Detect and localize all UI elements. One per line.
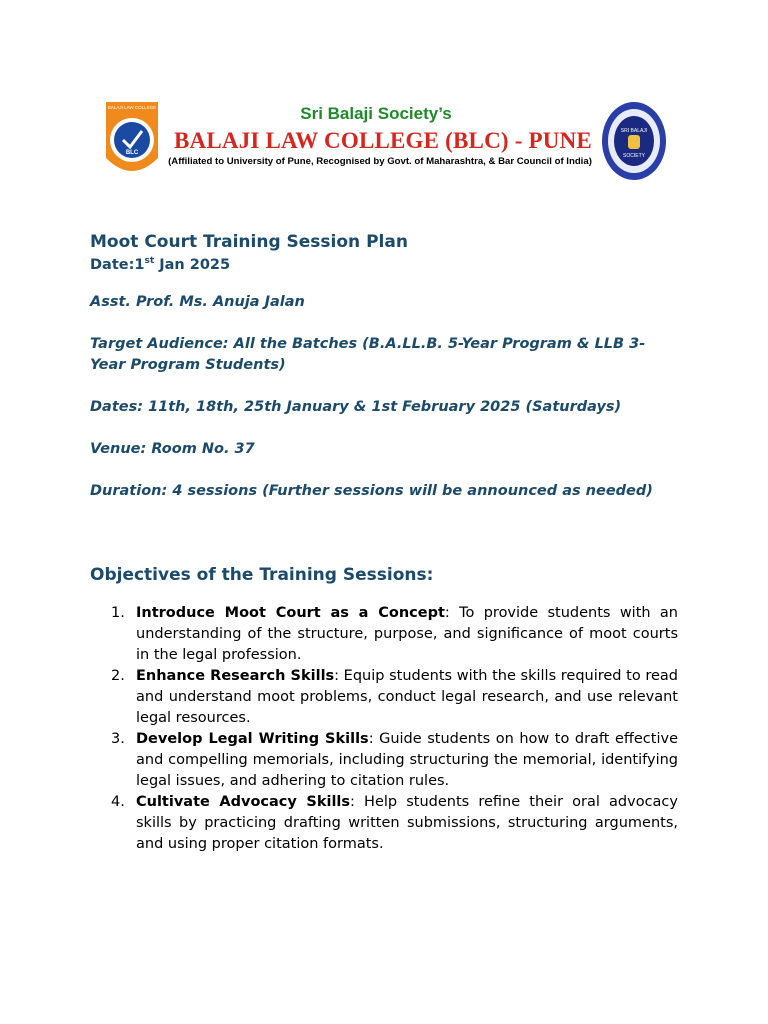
list-item xyxy=(90,603,678,666)
college-name: BALAJI LAW COLLEGE (BLC) - PUNE xyxy=(174,128,592,153)
letterhead xyxy=(100,96,670,188)
duration: Duration: 4 sessions (Further sessions will be announced as needed) xyxy=(90,482,653,499)
objectives-list xyxy=(90,603,678,855)
doc-date: Date:1st Jan 2025 xyxy=(90,256,231,273)
left-logo-top-text: BALAJI LAW COLLEGE xyxy=(107,105,157,110)
objective-heading: Develop Legal Writing Skills xyxy=(136,730,369,747)
venue: Venue: Room No. 37 xyxy=(90,440,255,457)
page-title: Moot Court Training Session Plan xyxy=(90,232,408,252)
target-audience: Target Audience: All the Batches (B.A.LL.B. 5-Year Program & LLB 3-Year Program Students) xyxy=(90,335,646,373)
objective-text: : Guide students on how to draft effective and compelling memorials, including structuring the memorial, identifying legal issues, and adhering to citation rules. xyxy=(136,730,678,789)
objective-text: : Help students refine their oral advocacy skills by practicing drafting written submissions, structuring arguments, and using proper citation formats. xyxy=(136,793,678,852)
objective-heading: Cultivate Advocacy Skills xyxy=(136,793,351,810)
society-name: Sri Balaji Society’s xyxy=(300,104,452,123)
college-logo-left xyxy=(104,100,160,184)
faculty-name: Asst. Prof. Ms. Anuja Jalan xyxy=(90,293,305,310)
session-dates: Dates: 11th, 18th, 25th January & 1st February 2025 (Saturdays) xyxy=(90,398,622,415)
list-item xyxy=(90,666,678,729)
list-item xyxy=(90,792,678,855)
document-body xyxy=(90,232,678,855)
objective-text: : To provide students with an understanding of the structure, purpose, and significance of moot courts in the legal profession. xyxy=(136,604,678,663)
list-item xyxy=(90,729,678,792)
list-number: 1. xyxy=(111,604,125,621)
list-number: 3. xyxy=(111,730,125,747)
svg-text:SRI BALAJI: SRI BALAJI xyxy=(620,128,648,134)
affiliation-line: (Affiliated to University of Pune, Recognised by Govt. of Maharashtra, & Bar Council of India) xyxy=(168,156,592,167)
objectives-heading: Objectives of the Training Sessions: xyxy=(90,564,434,585)
objective-heading: Introduce Moot Court as a Concept xyxy=(136,604,445,621)
list-number: 2. xyxy=(111,667,125,684)
svg-text:SOCIETY: SOCIETY xyxy=(623,153,645,159)
list-number: 4. xyxy=(111,793,125,810)
objective-heading: Enhance Research Skills xyxy=(136,667,335,684)
objective-text: : Equip students with the skills required to read and understand moot problems, conduct legal research, and use relevant legal resources. xyxy=(136,667,678,726)
left-logo-emblem-text: BLC xyxy=(125,150,139,156)
society-seal-right xyxy=(600,100,668,182)
